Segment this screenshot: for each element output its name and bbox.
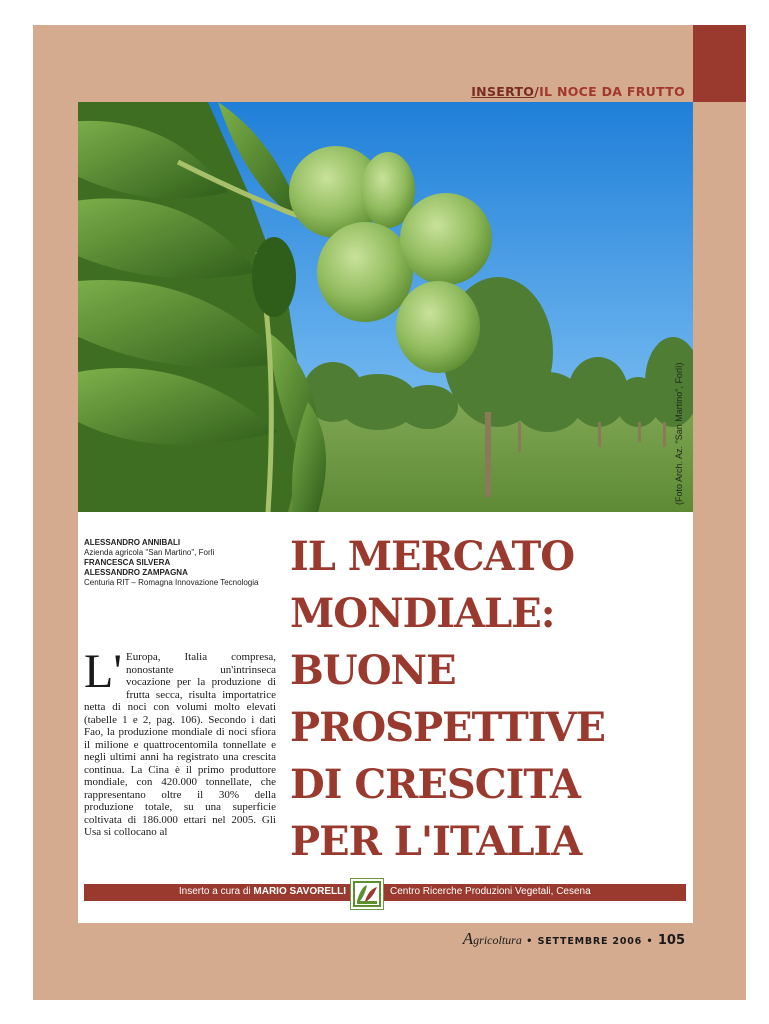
author-affiliation: Azienda agricola "San Martino", Forlì (84, 548, 215, 557)
section-separator: / (534, 84, 540, 99)
issue-date: SETTEMBRE 2006 (537, 936, 643, 947)
section-topic: IL NOCE DA FRUTTO (539, 84, 685, 99)
title-line: IL MERCATO (290, 533, 575, 580)
author-block (84, 538, 264, 588)
page-number: 105 (657, 933, 685, 948)
article-title (290, 528, 690, 870)
section-label: INSERTO (471, 84, 535, 99)
title-line: MONDIALE: (290, 590, 555, 637)
insert-editor-credit (84, 886, 346, 897)
magazine-rest: gricoltura (473, 933, 522, 947)
footer-separator: • (646, 936, 654, 947)
magazine-initial: A (462, 929, 474, 948)
author-name: ALESSANDRO ZAMPAGNA (84, 568, 188, 577)
photo-credit: (Foto Arch. Az. "San Martino", Forlì) (674, 362, 684, 505)
crpv-logo-icon (350, 878, 384, 910)
walnut-photo (78, 102, 693, 512)
author-name: ALESSANDRO ANNIBALI (84, 538, 181, 547)
magazine-name (462, 929, 522, 948)
title-line: DI CRESCITA (290, 761, 580, 808)
title-line: BUONE (290, 647, 456, 694)
editor-prefix: Inserto a cura di (178, 886, 251, 897)
insert-institution: Centro Ricerche Produzioni Vegetali, Cesena (390, 886, 591, 897)
article-body (84, 645, 276, 839)
section-header (78, 84, 685, 99)
title-line: PROSPETTIVE (290, 704, 605, 751)
article-text: Europa, Italia compresa, nonostante un'intrinseca vocazione per la produzione di frutta secca, risulta importatrice netta di noci con volumi molto elevati (tabelle 1 e 2, pag. 106). Secondo i dati Fao, la produzione mondiale di noci sfiora il milione e quattrocentomila tonnellate e negli ultimi anni ha registrato una crescita continua. La Cina è il primo produttore mondiale, con 420.000 tonnellate, che rappresentano oltre il 30% della produzione totale, su una superficie coltivata di 186.000 ettari nel 2005. Gli Usa si collocano al (84, 651, 276, 838)
footer-separator: • (526, 936, 534, 947)
title-line: PER L'ITALIA (290, 818, 582, 865)
page-footer (300, 929, 685, 949)
drop-cap: L' (84, 645, 122, 698)
author-name: FRANCESCA SILVERA (84, 558, 171, 567)
author-affiliation: Centuria RIT – Romagna Innovazione Tecnologia (84, 578, 259, 587)
editor-name: MARIO SAVORELLI (253, 886, 346, 897)
corner-tab (693, 25, 746, 102)
